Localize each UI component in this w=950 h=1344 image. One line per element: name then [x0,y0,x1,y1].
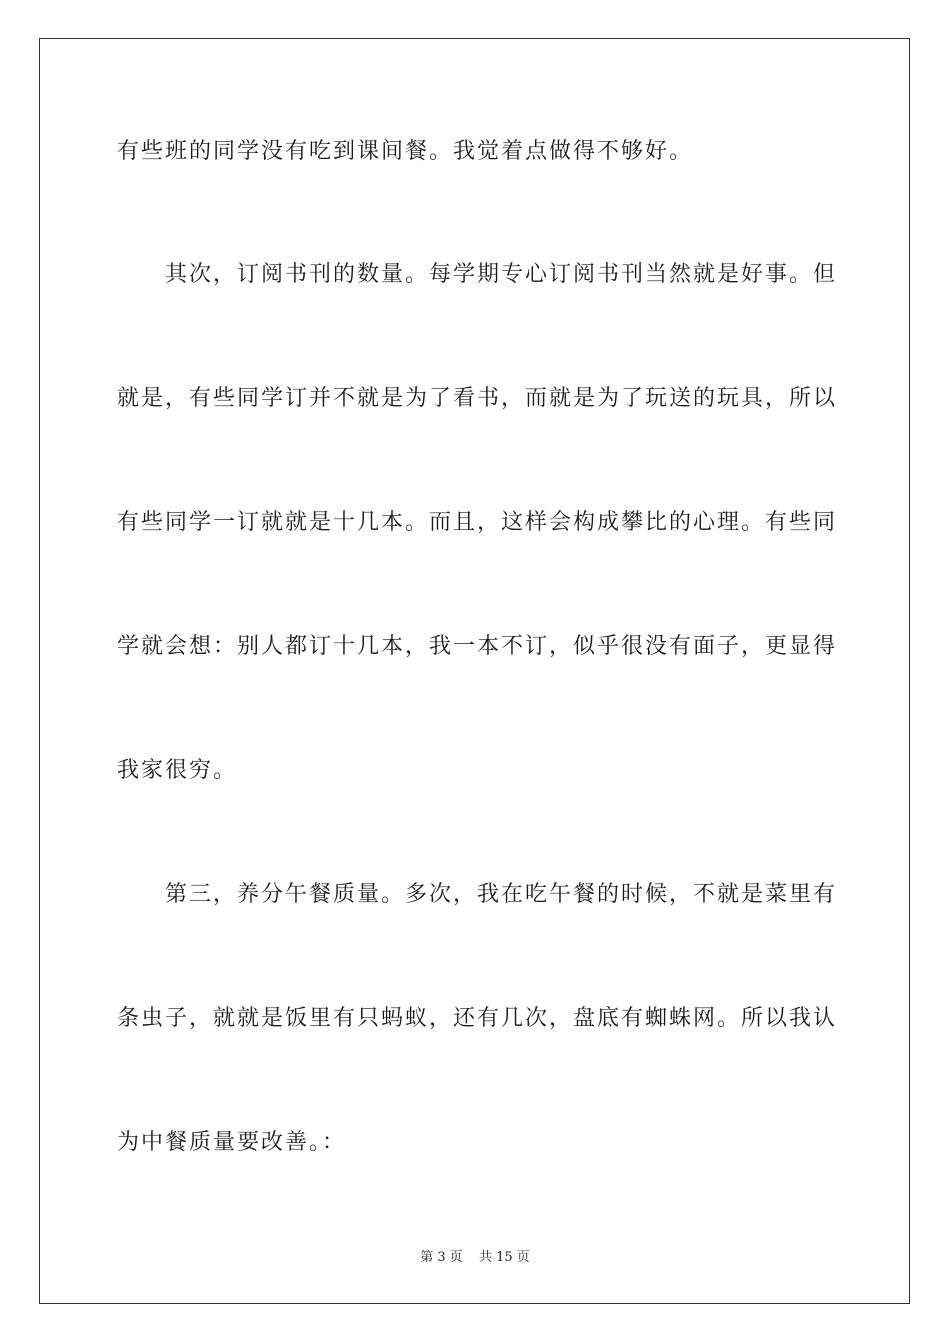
body-line: 有些班的同学没有吃到课间餐。我觉着点做得不够好。 [117,139,694,164]
paragraph-first-line: 第三，养分午餐质量。多次，我在吃午餐的时候，不就是菜里有 [165,882,838,907]
body-line: 有些同学一订就就是十几本。而且，这样会构成攀比的心理。有些同 [117,510,838,535]
body-line: 为中餐质量要改善。： [117,1130,347,1155]
page-total: 共 15 页 [478,1250,530,1265]
page-number: 第 3 页 [420,1250,463,1265]
page-footer [0,1246,950,1265]
body-line: 就是，有些同学订并不就是为了看书，而就是为了玩送的玩具，所以 [117,386,838,411]
paragraph-first-line: 其次，订阅书刊的数量。每学期专心订阅书刊当然就是好事。但 [165,262,838,287]
body-line: 学就会想：别人都订十几本，我一本不订，似乎很没有面子，更显得 [117,634,838,659]
page-border [39,38,910,1304]
body-line: 条虫子，就就是饭里有只蚂蚁，还有几次，盘底有蜘蛛网。所以我认 [117,1006,838,1031]
body-line: 我家很穷。 [117,758,238,783]
